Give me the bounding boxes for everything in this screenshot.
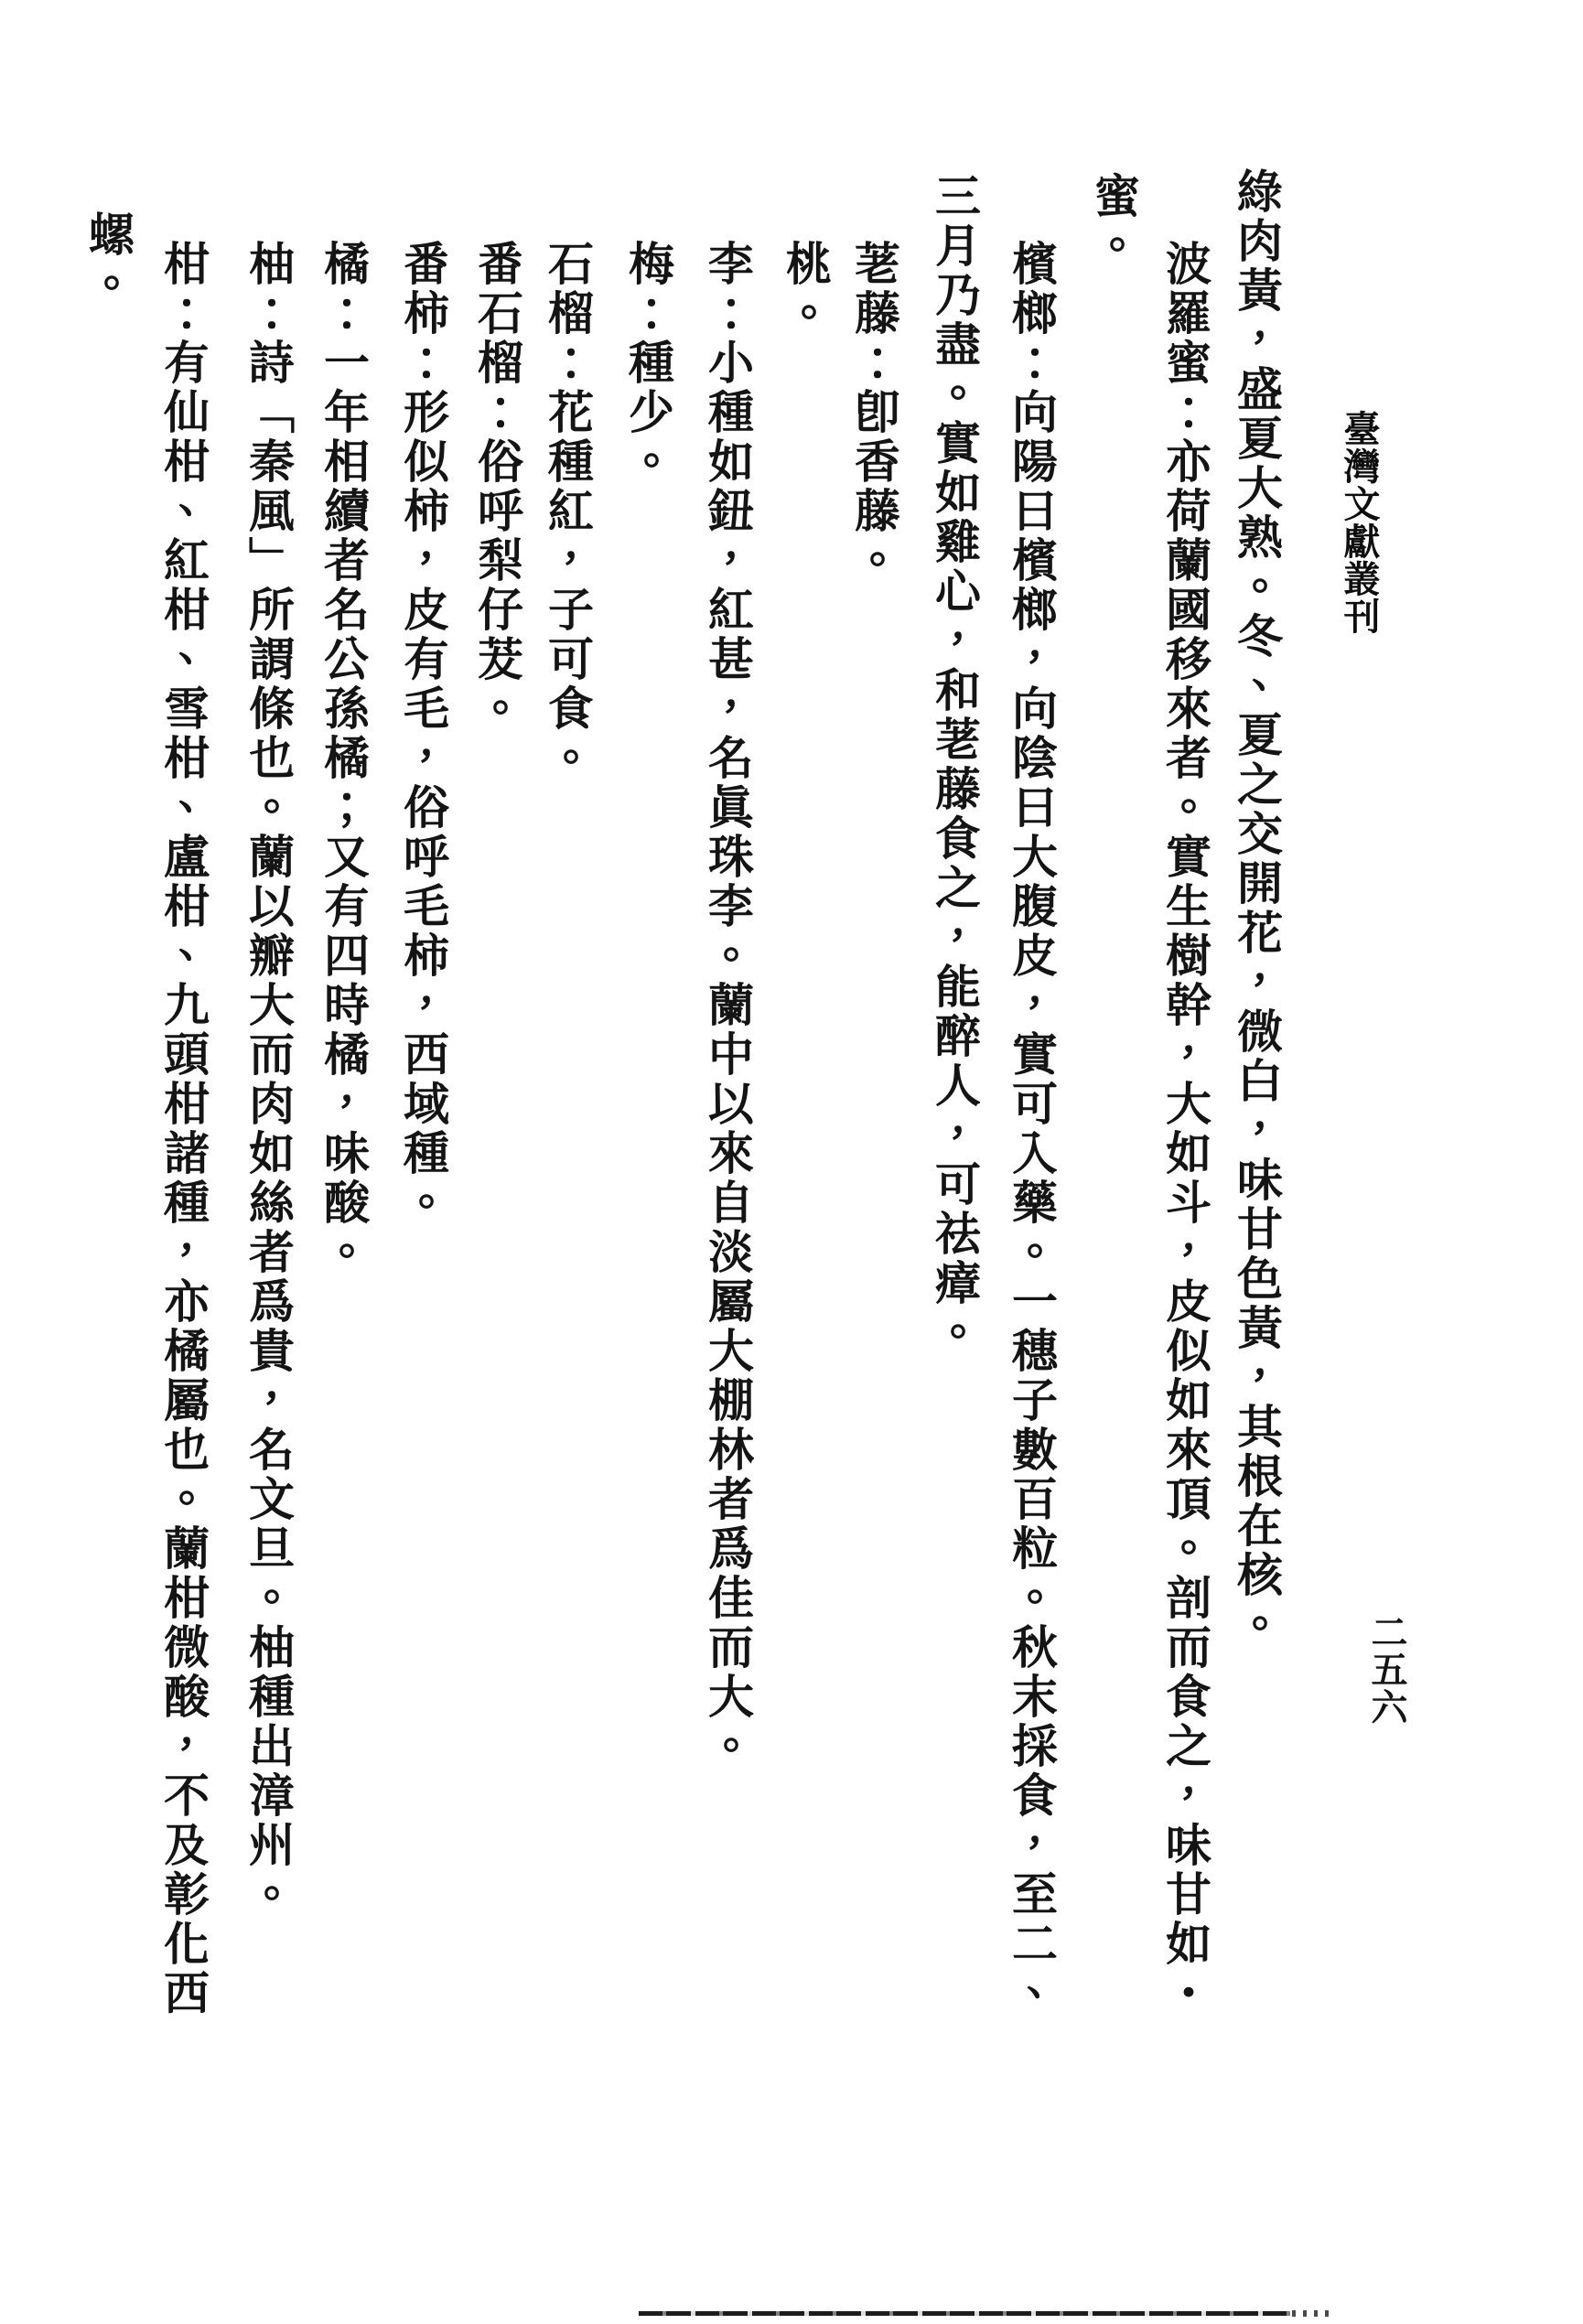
text-column-boluomi: 波羅蜜：亦荷蘭國移來者。實生樹幹，大如斗，皮似如來頂。剖而食之，味甘如・ (1159, 240, 1211, 2018)
running-title: 臺灣文獻叢刊 (1339, 410, 1380, 635)
text-column-shiliu: 石榴：花種紅，子可食。 (542, 240, 593, 783)
text-column-binlang-tail: 三月乃盡。實如雞心，和荖藤食之，能醉人，可祛瘴。 (929, 172, 980, 1358)
scan-artifact-speckles (1292, 2310, 1336, 2317)
page-number: 二五六 (1366, 1613, 1407, 1726)
text-column-boluomi-tail: 蜜。 (1088, 172, 1139, 271)
text-column-li: 李：小種如鈕，紅甚，名眞珠李。蘭中以來自淡屬大棚林者爲佳而大。 (702, 240, 753, 1771)
text-column-tao: 桃。 (780, 240, 831, 339)
text-column-fan-shiliu: 番石榴：俗呼梨仔茇。 (471, 240, 522, 734)
text-column-binlang: 檳榔：向陽曰檳榔，向陰曰大腹皮，實可入藥。一穗子數百粒。秋末採食，至二、 (1006, 240, 1057, 2018)
text-column-fan-shi: 番柿：形似柿，皮有毛，俗呼毛柿，西域種。 (397, 240, 448, 1228)
text-column-prev-entry-tail: 綠肉黃，盛夏大熟。冬、夏之交開花，微白，味甘色黃，其根在核。 (1231, 167, 1282, 1650)
text-column-ju: 橘：一年相續者名公孫橘；又有四時橘，味酸。 (318, 240, 369, 1277)
text-column-mei: 梅：種少。 (622, 240, 673, 487)
text-column-gan: 柑：有仙柑、紅柑、雪柑、盧柑、九頭柑諸種，亦橘屬也。蘭柑微酸，不及彰化西 (157, 240, 209, 2018)
scan-artifact-line (639, 2311, 1290, 2316)
text-column-laoteng: 荖藤：卽香藤。 (848, 240, 899, 586)
text-column-you: 柚：詩「秦風」所謂條也。蘭以瓣大而肉如絲者爲貴，名文旦。柚種出漳州。 (242, 240, 294, 1920)
text-column-gan-tail: 螺。 (82, 210, 134, 309)
